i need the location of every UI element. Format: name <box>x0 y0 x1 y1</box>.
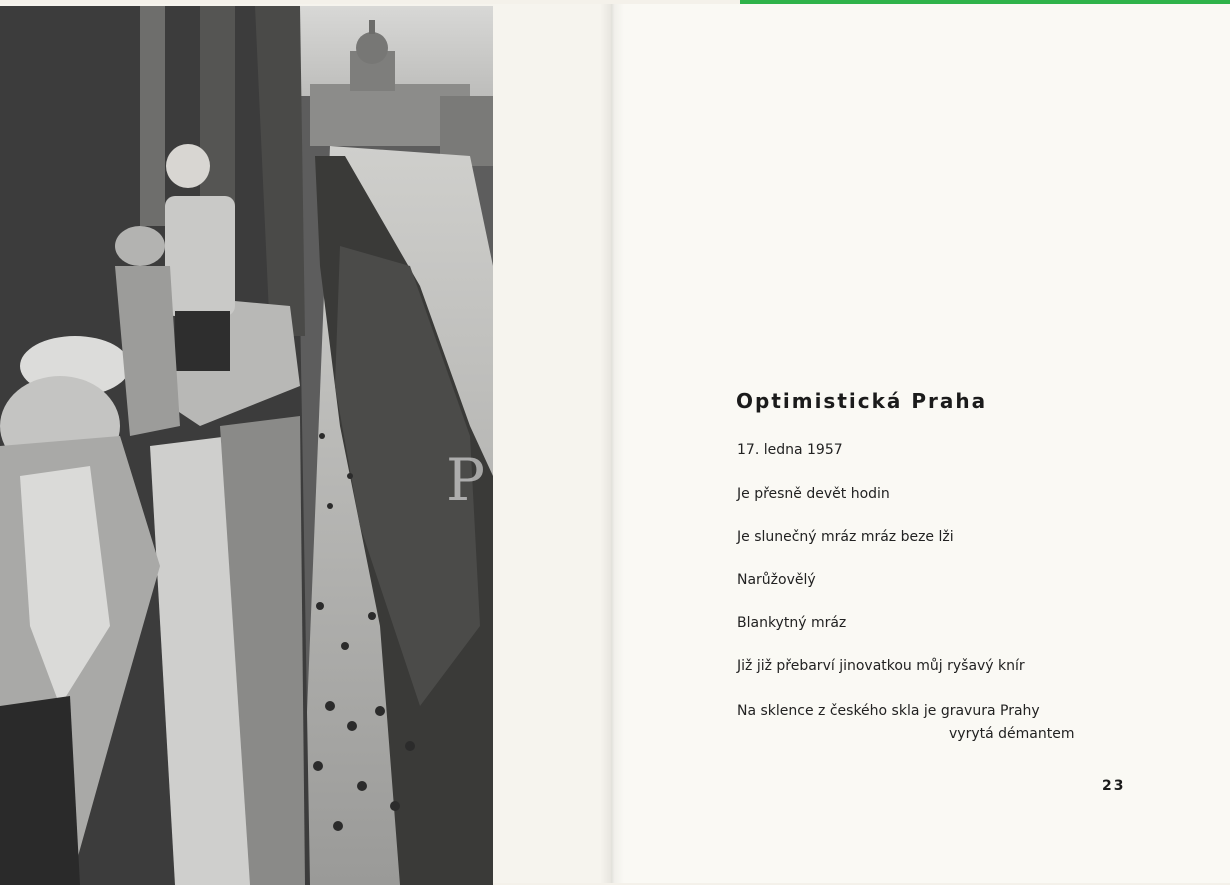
watermark-letter: P <box>446 446 486 514</box>
photo-icon <box>0 6 493 885</box>
poem-line: Narůžovělý <box>737 572 816 588</box>
poem-line: Je přesně devět hodin <box>737 486 890 502</box>
wenceslas-square-photo <box>0 6 493 885</box>
poem-line: Na sklence z českého skla je gravura Prahy <box>737 703 1040 719</box>
right-page <box>612 4 1230 883</box>
book-gutter <box>600 4 624 883</box>
book-spread <box>0 4 1230 883</box>
poem-line: 17. ledna 1957 <box>737 442 843 458</box>
poem-line: Blankytný mráz <box>737 615 847 631</box>
page-number: 23 <box>1102 778 1126 794</box>
poem-line: Je slunečný mráz mráz beze lži <box>737 529 954 545</box>
poem-title: Optimistická Praha <box>736 389 988 413</box>
left-page <box>0 4 612 883</box>
poem-line: Již již přebarví jinovatkou můj ryšavý knír <box>737 658 1025 674</box>
poem-line-continuation: vyrytá démantem <box>949 726 1075 742</box>
